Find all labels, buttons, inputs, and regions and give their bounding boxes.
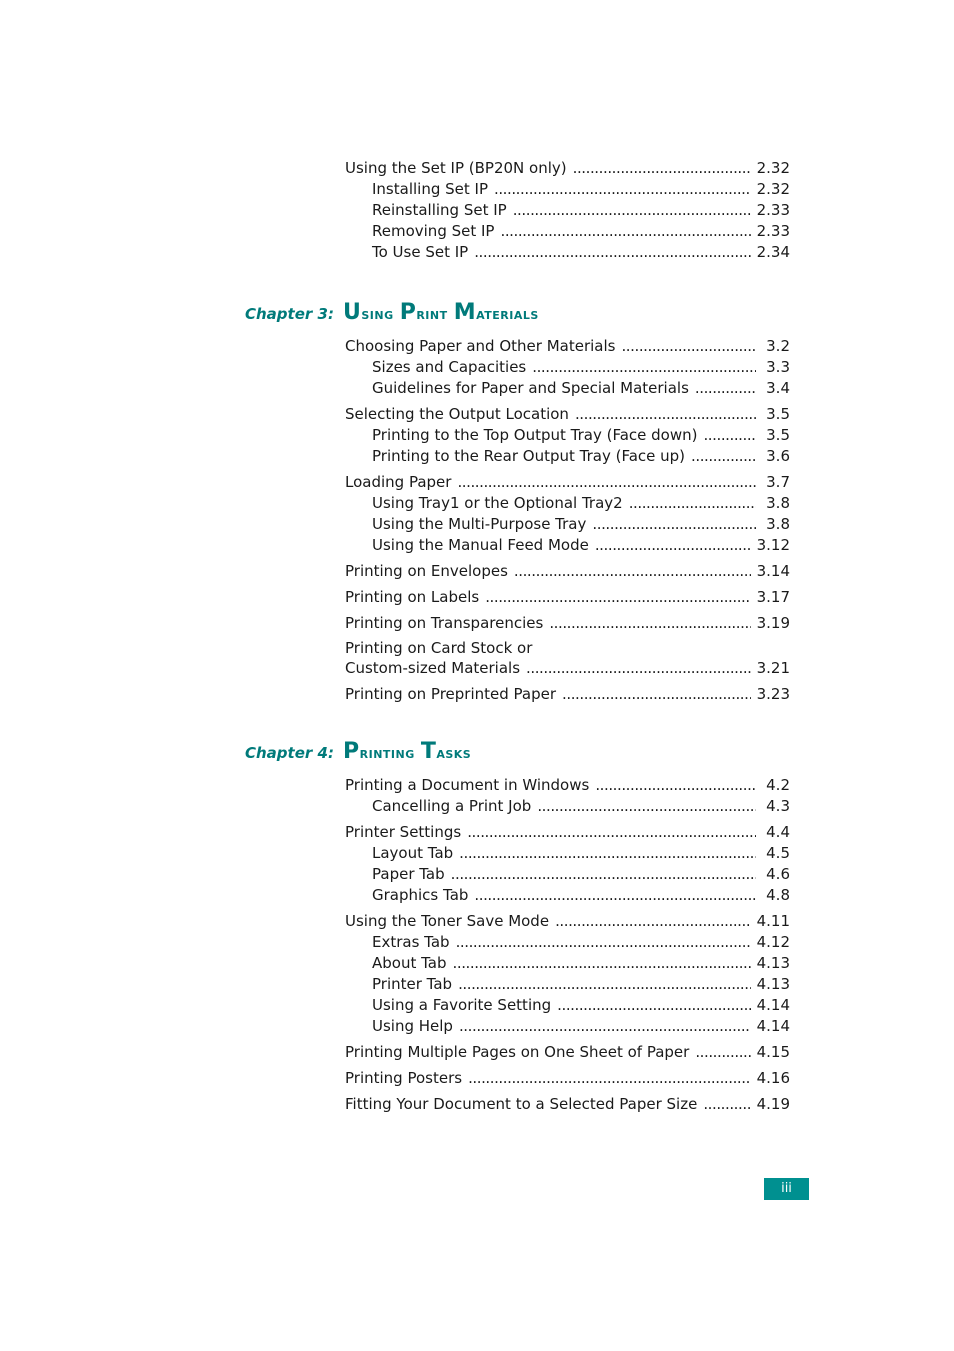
dot-leader	[457, 472, 756, 493]
chapter-3-title	[343, 300, 539, 325]
toc-entry-title: Loading Paper	[345, 473, 452, 491]
toc-entry-page: 2.32	[756, 159, 790, 177]
toc-entry[interactable]	[345, 822, 790, 843]
toc-entry[interactable]	[345, 995, 790, 1016]
chapter-title-word	[343, 739, 415, 764]
toc-entry-page: 3.14	[756, 562, 790, 580]
toc-entry[interactable]	[345, 932, 790, 953]
dot-leader	[526, 658, 751, 679]
toc-entry-page: 3.12	[756, 536, 790, 554]
toc-entry-title: Fitting Your Document to a Selected Paper Size	[345, 1095, 698, 1113]
toc-entry-title: To Use Set IP	[372, 243, 469, 261]
toc-entry-page: 2.32	[756, 180, 790, 198]
toc-entry-title: Layout Tab	[372, 844, 454, 862]
toc-entry-page: 3.19	[756, 614, 790, 632]
toc-entry[interactable]	[345, 179, 790, 200]
toc-entry[interactable]	[345, 158, 790, 179]
toc-entry-page: 4.16	[756, 1069, 790, 1087]
toc-entry-page: 4.14	[756, 996, 790, 1014]
toc-entry[interactable]	[345, 974, 790, 995]
toc-entry-title: Using the Set IP (BP20N only)	[345, 159, 567, 177]
toc-entry-title: Printing on Envelopes	[345, 562, 508, 580]
chapter-title-initial: U	[343, 300, 362, 325]
toc-entry[interactable]	[345, 357, 790, 378]
dot-leader	[500, 221, 750, 242]
toc-entry[interactable]	[345, 885, 790, 906]
toc-entry[interactable]	[345, 242, 790, 263]
toc-entry-title: Using the Multi-Purpose Tray	[372, 515, 587, 533]
toc-entry-title: Choosing Paper and Other Materials	[345, 337, 616, 355]
toc-entry-title: Printing on Transparencies	[345, 614, 544, 632]
dot-leader	[695, 1042, 750, 1063]
dot-leader	[458, 974, 751, 995]
toc-entry-page: 3.5	[766, 405, 790, 423]
chapter-title-rest: sing	[361, 304, 394, 323]
toc-entry-page: 4.19	[756, 1095, 790, 1113]
toc-entry[interactable]	[345, 587, 790, 608]
toc-chapter-3	[345, 336, 790, 705]
dot-leader	[456, 932, 751, 953]
toc-entry[interactable]	[345, 639, 790, 658]
toc-entry-title: About Tab	[372, 954, 447, 972]
toc-entry-title: Selecting the Output Location	[345, 405, 569, 423]
toc-entry-title: Removing Set IP	[372, 222, 495, 240]
toc-entry[interactable]	[345, 378, 790, 399]
toc-entry-page: 3.17	[756, 588, 790, 606]
chapter-title-rest: rint	[416, 304, 448, 323]
dot-leader	[557, 995, 750, 1016]
toc-entry-title: Extras Tab	[372, 933, 450, 951]
toc-entry-page: 3.5	[766, 426, 790, 444]
toc-entry-page: 4.14	[756, 1017, 790, 1035]
dot-leader	[514, 561, 751, 582]
dot-leader	[555, 911, 751, 932]
dot-leader	[629, 493, 756, 514]
toc-entry-page: 3.2	[766, 337, 790, 355]
toc-entry[interactable]	[345, 1042, 790, 1063]
toc-entry-title: Printing a Document in Windows	[345, 776, 590, 794]
toc-entry-title: Graphics Tab	[372, 886, 469, 904]
dot-leader	[691, 446, 756, 467]
toc-entry[interactable]	[345, 911, 790, 932]
toc-entry[interactable]	[345, 493, 790, 514]
chapter-3-label: Chapter 3:	[245, 305, 334, 323]
toc-entry[interactable]	[345, 843, 790, 864]
toc-entry[interactable]	[345, 775, 790, 796]
toc-entry-title: Printing Multiple Pages on One Sheet of Paper	[345, 1043, 690, 1061]
toc-entry-page: 4.13	[756, 954, 790, 972]
toc-section-top	[345, 158, 790, 263]
dot-leader	[592, 514, 756, 535]
chapter-title-initial: P	[343, 739, 360, 764]
chapter-title-rest: aterials	[476, 304, 539, 323]
toc-entry-page: 3.7	[766, 473, 790, 491]
toc-entry-title: Printing Posters	[345, 1069, 463, 1087]
chapter-3-header	[245, 300, 539, 325]
chapter-title-initial: T	[420, 739, 437, 764]
toc-entry[interactable]	[345, 535, 790, 556]
toc-entry-page: 4.2	[766, 776, 790, 794]
dot-leader	[474, 242, 750, 263]
toc-entry-page: 4.8	[766, 886, 790, 904]
toc-entry-page: 4.15	[756, 1043, 790, 1061]
toc-entry-title: Printing on Labels	[345, 588, 480, 606]
dot-leader	[537, 796, 756, 817]
dot-leader	[451, 864, 756, 885]
toc-entry[interactable]	[345, 1016, 790, 1037]
dot-leader	[695, 378, 756, 399]
toc-entry-page: 3.8	[766, 494, 790, 512]
toc-entry[interactable]	[345, 472, 790, 493]
toc-entry-title: Custom-sized Materials	[345, 659, 521, 677]
toc-entry-page: 4.12	[756, 933, 790, 951]
toc-entry-title: Printing to the Rear Output Tray (Face up)	[372, 447, 686, 465]
toc-chapter-4	[345, 775, 790, 1115]
toc-entry[interactable]	[345, 336, 790, 357]
toc-entry-page: 3.3	[766, 358, 790, 376]
toc-entry[interactable]	[345, 796, 790, 817]
dot-leader	[703, 1094, 750, 1115]
toc-entry-title: Cancelling a Print Job	[372, 797, 532, 815]
toc-entry[interactable]	[345, 200, 790, 221]
toc-entry[interactable]	[345, 658, 790, 679]
toc-entry[interactable]	[345, 613, 790, 634]
toc-entry-title: Reinstalling Set IP	[372, 201, 507, 219]
dot-leader	[459, 843, 756, 864]
toc-entry[interactable]	[345, 684, 790, 705]
toc-entry[interactable]	[345, 221, 790, 242]
toc-entry-page: 2.33	[756, 222, 790, 240]
dot-leader	[474, 885, 756, 906]
toc-entry-title: Using Help	[372, 1017, 453, 1035]
toc-entry[interactable]	[345, 425, 790, 446]
chapter-4-title	[343, 739, 471, 764]
chapter-4-label: Chapter 4:	[245, 744, 334, 762]
toc-entry-title: Printer Settings	[345, 823, 462, 841]
chapter-title-word	[420, 739, 472, 764]
dot-leader	[532, 357, 756, 378]
toc-entry-title: Paper Tab	[372, 865, 445, 883]
toc-entry[interactable]	[345, 446, 790, 467]
toc-entry[interactable]	[345, 953, 790, 974]
dot-leader	[468, 1068, 751, 1089]
dot-leader	[595, 775, 756, 796]
dot-leader	[467, 822, 756, 843]
dot-leader	[549, 613, 750, 634]
toc-entry[interactable]	[345, 864, 790, 885]
toc-entry-title: Using the Manual Feed Mode	[372, 536, 589, 554]
toc-entry-page: 4.4	[766, 823, 790, 841]
dot-leader	[595, 535, 751, 556]
toc-entry-title: Sizes and Capacities	[372, 358, 527, 376]
toc-entry-page: 3.23	[756, 685, 790, 703]
toc-entry-title: Printer Tab	[372, 975, 453, 993]
chapter-title-initial: M	[453, 300, 477, 325]
page-number-badge: iii	[764, 1178, 809, 1200]
chapter-title-word	[453, 300, 539, 325]
toc-entry-page: 4.11	[756, 912, 790, 930]
dot-leader	[485, 587, 750, 608]
chapter-title-initial: P	[399, 300, 417, 325]
toc-entry[interactable]	[345, 514, 790, 535]
toc-entry-page: 4.6	[766, 865, 790, 883]
toc-entry-page: 3.6	[766, 447, 790, 465]
dot-leader	[494, 179, 751, 200]
toc-entry[interactable]	[345, 1068, 790, 1089]
toc-entry[interactable]	[345, 1094, 790, 1115]
dot-leader	[575, 404, 756, 425]
chapter-title-rest: rinting	[359, 743, 415, 762]
chapter-title-word	[399, 300, 448, 325]
dot-leader	[459, 1016, 751, 1037]
toc-entry-page: 4.3	[766, 797, 790, 815]
toc-entry-page: 4.5	[766, 844, 790, 862]
toc-entry-title: Guidelines for Paper and Special Materials	[372, 379, 689, 397]
toc-entry[interactable]	[345, 561, 790, 582]
chapter-4-header	[245, 739, 471, 764]
toc-entry-page: 2.33	[756, 201, 790, 219]
toc-entry-page: 3.8	[766, 515, 790, 533]
toc-entry-title: Printing on Preprinted Paper	[345, 685, 557, 703]
dot-leader	[562, 684, 751, 705]
toc-entry-title: Installing Set IP	[372, 180, 488, 198]
dot-leader	[513, 200, 751, 221]
chapter-title-word	[343, 300, 394, 325]
toc-entry-page: 4.13	[756, 975, 790, 993]
dot-leader	[453, 953, 751, 974]
toc-entry-title: Using a Favorite Setting	[372, 996, 552, 1014]
toc-entry-title: Printing to the Top Output Tray (Face down)	[372, 426, 698, 444]
chapter-title-rest: asks	[436, 743, 472, 762]
dot-leader	[573, 158, 751, 179]
dot-leader	[621, 336, 756, 357]
toc-entry-title: Using Tray1 or the Optional Tray2	[372, 494, 623, 512]
toc-entry-page: 3.4	[766, 379, 790, 397]
toc-entry[interactable]	[345, 404, 790, 425]
toc-entry-page: 2.34	[756, 243, 790, 261]
toc-entry-title: Using the Toner Save Mode	[345, 912, 550, 930]
dot-leader	[703, 425, 756, 446]
toc-entry-page: 3.21	[756, 659, 790, 677]
toc-entry-title: Printing on Card Stock or	[345, 639, 533, 657]
